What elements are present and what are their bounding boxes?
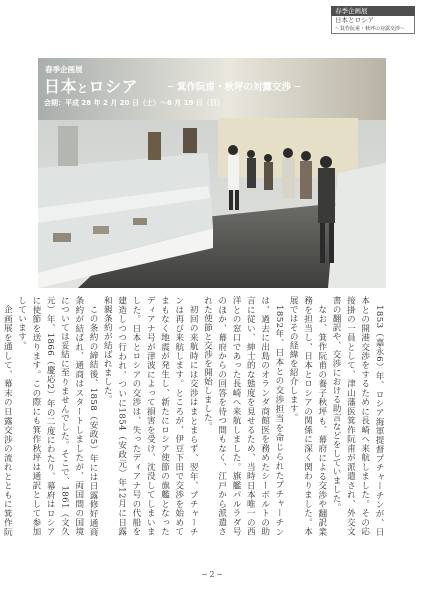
paragraph: なお、箕作阮甫の養子秋坪も、幕府による交渉や翻訳業務を担当し、日本とロシアの関係に深く関わりました。本展ではその経緯を紹介します。 bbox=[288, 296, 327, 536]
banner-kicker: 春季企画展 bbox=[45, 65, 83, 74]
running-header-title: 日本とロシア bbox=[331, 16, 415, 25]
running-header-subtitle: ～箕作阮甫・秋坪の対露交渉～ bbox=[331, 25, 415, 34]
paragraph: 1853（嘉永6）年、ロシア海軍提督プチャーチンが、日本との開港交渉をするために長崎へ来航しました。その応接掛の一員として、津山藩医箕作阮甫が派遣され、外交文書の翻訳や、交渉における助言などをしていました。 bbox=[331, 296, 384, 536]
banner-title-and: と bbox=[77, 82, 89, 95]
paragraph: 企画展を通して、幕末の日露交渉の流れとともに箕作阮 bbox=[2, 304, 13, 536]
hanging-scroll bbox=[148, 132, 161, 160]
article-body bbox=[2, 296, 386, 536]
banner-title-japan: 日本 bbox=[44, 77, 78, 96]
exhibition-photo bbox=[38, 58, 386, 288]
paragraph: 1852年、日本との交渉担当を命じられたプチャーチンは、過去に出島のオランダ商館医を務めたシーボルトの助言に従い、紳士的な態度を見せるため、当時日本唯一の西洋との窓口であった長崎へ来航しました。旗艦パルラダ号のほか、幕府からの回答を待つ間もなく、江戸から派遣された使節と交渉を開始しました。 bbox=[202, 296, 284, 536]
exhibit-item bbox=[53, 233, 71, 242]
banner-title-russia: ロシア bbox=[88, 77, 139, 96]
paragraph: 初回の来航時には交渉はまとまらず、翌年、プチャーチンは再び来航します。ところが、伊豆下田で交渉を始めてまもなく地震が発生し、新たにロシア使節の旗艦となったディアナ号が津波によって損害を受け、沈没してしまいました。日本とロシアの交渉は、失ったディアナ号の代船を建造しつつ行われ、ついに1854（安政元）年12月に日露和親条約が結ばれました。 bbox=[102, 296, 199, 536]
page-number: ─ 2 ─ bbox=[202, 570, 222, 579]
wall-panel bbox=[58, 126, 78, 166]
framed-picture bbox=[183, 128, 197, 153]
exhibit-item bbox=[93, 226, 109, 234]
running-header bbox=[331, 6, 415, 36]
exhibit-item bbox=[133, 218, 147, 225]
banner-subtitle: ─ 箕作阮甫・秋坪の対露交渉 ─ bbox=[168, 82, 301, 93]
paragraph: この条約の締結後、1858（安政5）年には日露修好通商条約が結ばれ、通商はスタートしましたが、両国間の国境については妥結に至りませんでした。そこで、1861（文久元）年、1866（慶応2）年の二度にわたり、幕府はロシアに使節を送ります。この際にも箕作秋坪は通訳として参加しています。 bbox=[16, 296, 99, 536]
exhibition-dates: 会期：平成 28 年 2 月 20 日（土）～6 月 19 日（日） bbox=[44, 99, 224, 107]
banner-title bbox=[44, 74, 138, 97]
running-header-tab: 春季企画展 bbox=[331, 6, 415, 16]
